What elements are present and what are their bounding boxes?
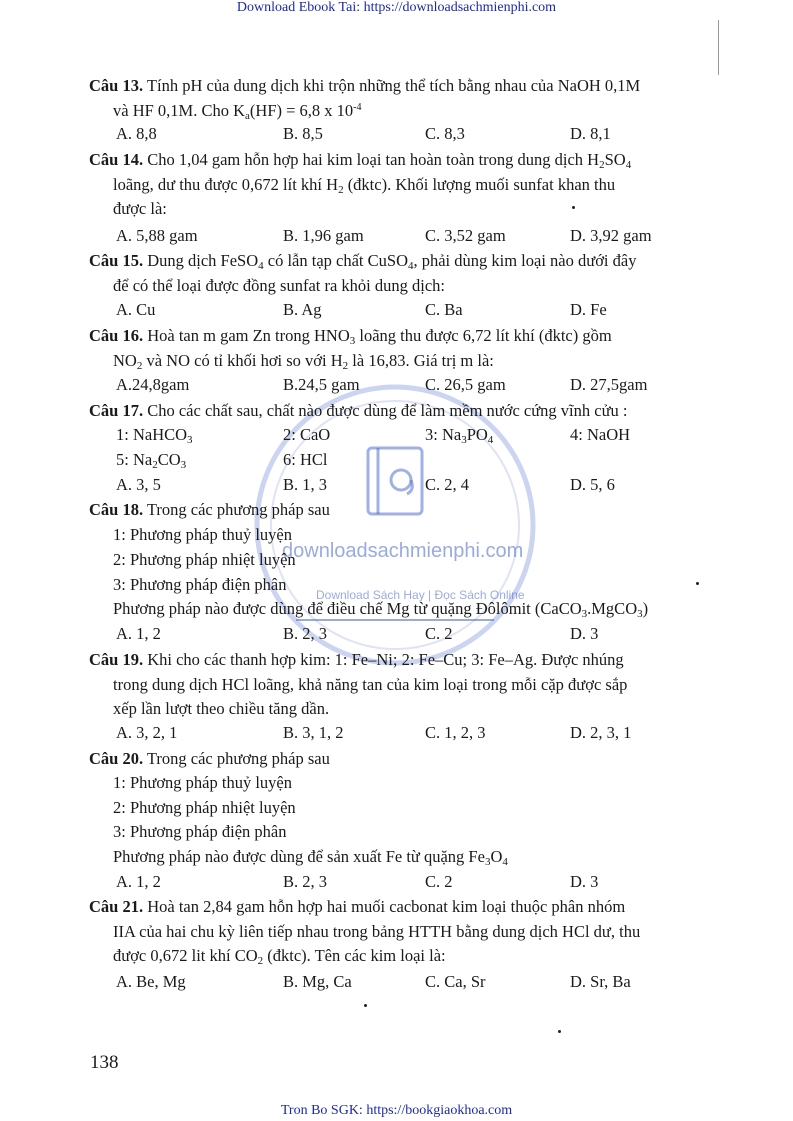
answer-option[interactable]: D. 3,92 gam — [570, 226, 652, 245]
method-item: 2: Phương pháp nhiệt luyện — [113, 798, 296, 817]
answer-option[interactable]: D. 5, 6 — [570, 475, 615, 494]
answer-option[interactable]: C. 2, 4 — [425, 475, 470, 494]
question-text: $NO_2$ và NO có tỉ khối hơi so với $H_2$ là 16,83. Giá trị m là: — [113, 350, 494, 372]
question-line — [89, 502, 330, 519]
question-text: được 0,672 lit khí $CO_2$ (đktc). Tên các kim loại là: — [113, 946, 446, 967]
question-number: Câu 19. — [89, 650, 144, 669]
watermark-tagline: Download Sách Hay | Đọc Sách Online — [316, 588, 525, 602]
scan-speck — [558, 1030, 561, 1033]
question-line — [89, 652, 624, 669]
question-text: được là: — [113, 199, 167, 218]
substance-item: 2: CaO — [283, 425, 331, 444]
question-line — [89, 403, 627, 420]
substance-item: 6: HCl — [283, 450, 328, 469]
answer-option[interactable]: B. 1,96 gam — [283, 226, 364, 245]
method-item: 3: Phương pháp điện phân — [113, 822, 287, 841]
question-line — [113, 174, 616, 196]
question-text: Trong các phương pháp sau — [146, 500, 330, 519]
question-line — [113, 100, 362, 122]
scan-speck — [572, 206, 575, 209]
answer-option[interactable]: C. 3,52 gam — [425, 226, 506, 245]
book-at-icon — [368, 448, 422, 514]
question-line — [113, 201, 167, 218]
question-line — [113, 921, 641, 941]
bookgiaokhoa-link[interactable]: Tron Bo SGK: https://bookgiaokhoa.com — [280, 1103, 513, 1118]
page-edge-mark — [718, 20, 719, 75]
question-line — [89, 253, 636, 270]
question-text: Tính pH của dung dịch khi trộn những thể tích bằng nhau của NaOH 0,1M — [146, 76, 641, 95]
question-prompt: Phương pháp nào được dùng để sản xuất Fe từ quặng $Fe_3O_4$ — [113, 847, 508, 868]
question-number: Câu 18. — [89, 500, 144, 519]
question-line — [113, 275, 446, 295]
scan-speck — [696, 582, 699, 585]
question-text: loãng, dư thu được 0,672 lít khí $H_2$ (đktc). Khối lượng muối sunfat khan thu — [113, 174, 616, 196]
answer-option[interactable]: A. 1, 2 — [116, 872, 161, 891]
question-number: Câu 16. — [89, 326, 144, 345]
question-text: Khi cho các thanh hợp kim: 1: Fe–Ni; 2: Fe–Cu; 3: Fe–Ag. Được nhúng — [147, 650, 624, 669]
answer-option[interactable]: C. Ca, Sr — [425, 972, 486, 991]
answer-option[interactable]: D. Sr, Ba — [570, 972, 631, 991]
answer-option[interactable]: C. 8,3 — [425, 124, 465, 143]
question-text: và HF 0,1M. Cho $K_a(HF) = 6,8$ x $10^{-4}$ — [113, 100, 362, 122]
question-line — [113, 701, 329, 718]
answer-option[interactable]: B. Ag — [283, 300, 322, 319]
watermark-underline — [296, 619, 494, 621]
question-text: IIA của hai chu kỳ liên tiếp nhau trong bảng HTTH bằng dung dịch HCl dư, thu — [113, 921, 641, 941]
substance-item: 3: $Na_3PO_4$ — [425, 425, 494, 446]
answer-option[interactable]: A. Cu — [116, 300, 156, 319]
question-number: Câu 21. — [89, 897, 144, 916]
substance-item: 5: $Na_2CO_3$ — [116, 450, 187, 471]
answer-option[interactable]: B. Mg, Ca — [283, 972, 352, 991]
page-number: 138 — [90, 1052, 119, 1073]
answer-option[interactable]: B. 3, 1, 2 — [283, 723, 344, 742]
answer-option[interactable]: D. Fe — [570, 300, 607, 319]
answer-option[interactable]: B. 2, 3 — [283, 872, 328, 891]
answer-option[interactable]: B. 2, 3 — [283, 624, 328, 643]
answer-option[interactable]: C. 2 — [425, 872, 453, 891]
answer-option[interactable]: C. 2 — [425, 624, 453, 643]
question-text: Trong các phương pháp sau — [146, 749, 330, 768]
method-item: 3: Phương pháp điện phân — [113, 575, 287, 594]
download-ebook-link[interactable]: Download Ebook Tai: https://downloadsachmienphi.com — [236, 0, 557, 15]
question-text: xếp lần lượt theo chiều tăng dần. — [113, 699, 330, 718]
answer-option[interactable]: A.24,8gam — [116, 375, 190, 394]
question-number: Câu 17. — [89, 401, 144, 420]
substance-item: 1: NaHCO$_3$ — [116, 425, 193, 446]
question-text: Hoà tan m gam Zn trong $HNO_3$ loãng thu được 6,72 lít khí (đktc) gồm — [147, 326, 612, 347]
answer-option[interactable]: B. 1, 3 — [283, 475, 328, 494]
answer-option[interactable]: D. 3 — [570, 872, 599, 891]
question-line — [89, 899, 625, 916]
question-prompt: Phương pháp nào được dùng để điều chế Mg từ quặng Đôlômit (CaCO$_3$.MgCO$_3$) — [113, 599, 649, 620]
method-item: 1: Phương pháp thuỷ luyện — [113, 773, 292, 792]
answer-option[interactable]: D. 27,5gam — [570, 375, 648, 394]
question-number: Câu 14. — [89, 150, 144, 169]
question-text: trong dung dịch HCl loãng, khả năng tan của kim loại trong mỗi cặp được sắp — [113, 674, 628, 694]
question-line — [89, 152, 631, 169]
answer-option[interactable]: C. 26,5 gam — [425, 375, 506, 394]
answer-option[interactable]: A. 1, 2 — [116, 624, 161, 643]
answer-option[interactable]: A. 3, 5 — [116, 475, 161, 494]
answer-option[interactable]: B.24,5 gam — [283, 375, 360, 394]
scan-speck — [364, 1004, 367, 1007]
answer-option[interactable]: D. 2, 3, 1 — [570, 723, 632, 742]
question-line — [89, 328, 612, 345]
answer-option[interactable]: B. 8,5 — [283, 124, 323, 143]
watermark-site: downloadsachmienphi.com — [282, 540, 524, 562]
answer-option[interactable]: D. 3 — [570, 624, 599, 643]
answer-option[interactable]: C. Ba — [425, 300, 463, 319]
answer-option[interactable]: C. 1, 2, 3 — [425, 723, 486, 742]
answer-option[interactable]: A. 5,88 gam — [116, 226, 198, 245]
question-line — [89, 78, 640, 95]
answer-option[interactable]: A. Be, Mg — [116, 972, 186, 991]
substance-item: 4: NaOH — [570, 425, 631, 444]
question-number: Câu 13. — [89, 76, 144, 95]
answer-option[interactable]: D. 8,1 — [570, 124, 611, 143]
method-item: 2: Phương pháp nhiệt luyện — [113, 550, 296, 569]
question-text: để có thể loại được đồng sunfat ra khỏi dung dịch: — [113, 275, 446, 295]
question-text: Hoà tan 2,84 gam hỗn hợp hai muối cacbonat kim loại thuộc phân nhóm — [147, 897, 626, 916]
method-item: 1: Phương pháp thuỷ luyện — [113, 525, 292, 544]
question-number: Câu 15. — [89, 251, 144, 270]
question-line — [113, 948, 446, 965]
answer-option[interactable]: A. 8,8 — [116, 124, 157, 143]
question-line — [89, 751, 330, 768]
question-line — [113, 674, 628, 694]
question-line — [113, 350, 494, 372]
question-text: Cho 1,04 gam hỗn hợp hai kim loại tan hoàn toàn trong dung dịch $H_2SO_4$ — [147, 150, 632, 171]
question-text: Dung dịch FeSO$_4$ có lẫn tạp chất CuSO$_4$, phải dùng kim loại nào dưới đây — [147, 251, 637, 272]
question-text: Cho các chất sau, chất nào được dùng để làm mềm nước cứng vĩnh cửu : — [147, 401, 628, 420]
answer-option[interactable]: A. 3, 2, 1 — [116, 723, 178, 742]
question-number: Câu 20. — [89, 749, 144, 768]
